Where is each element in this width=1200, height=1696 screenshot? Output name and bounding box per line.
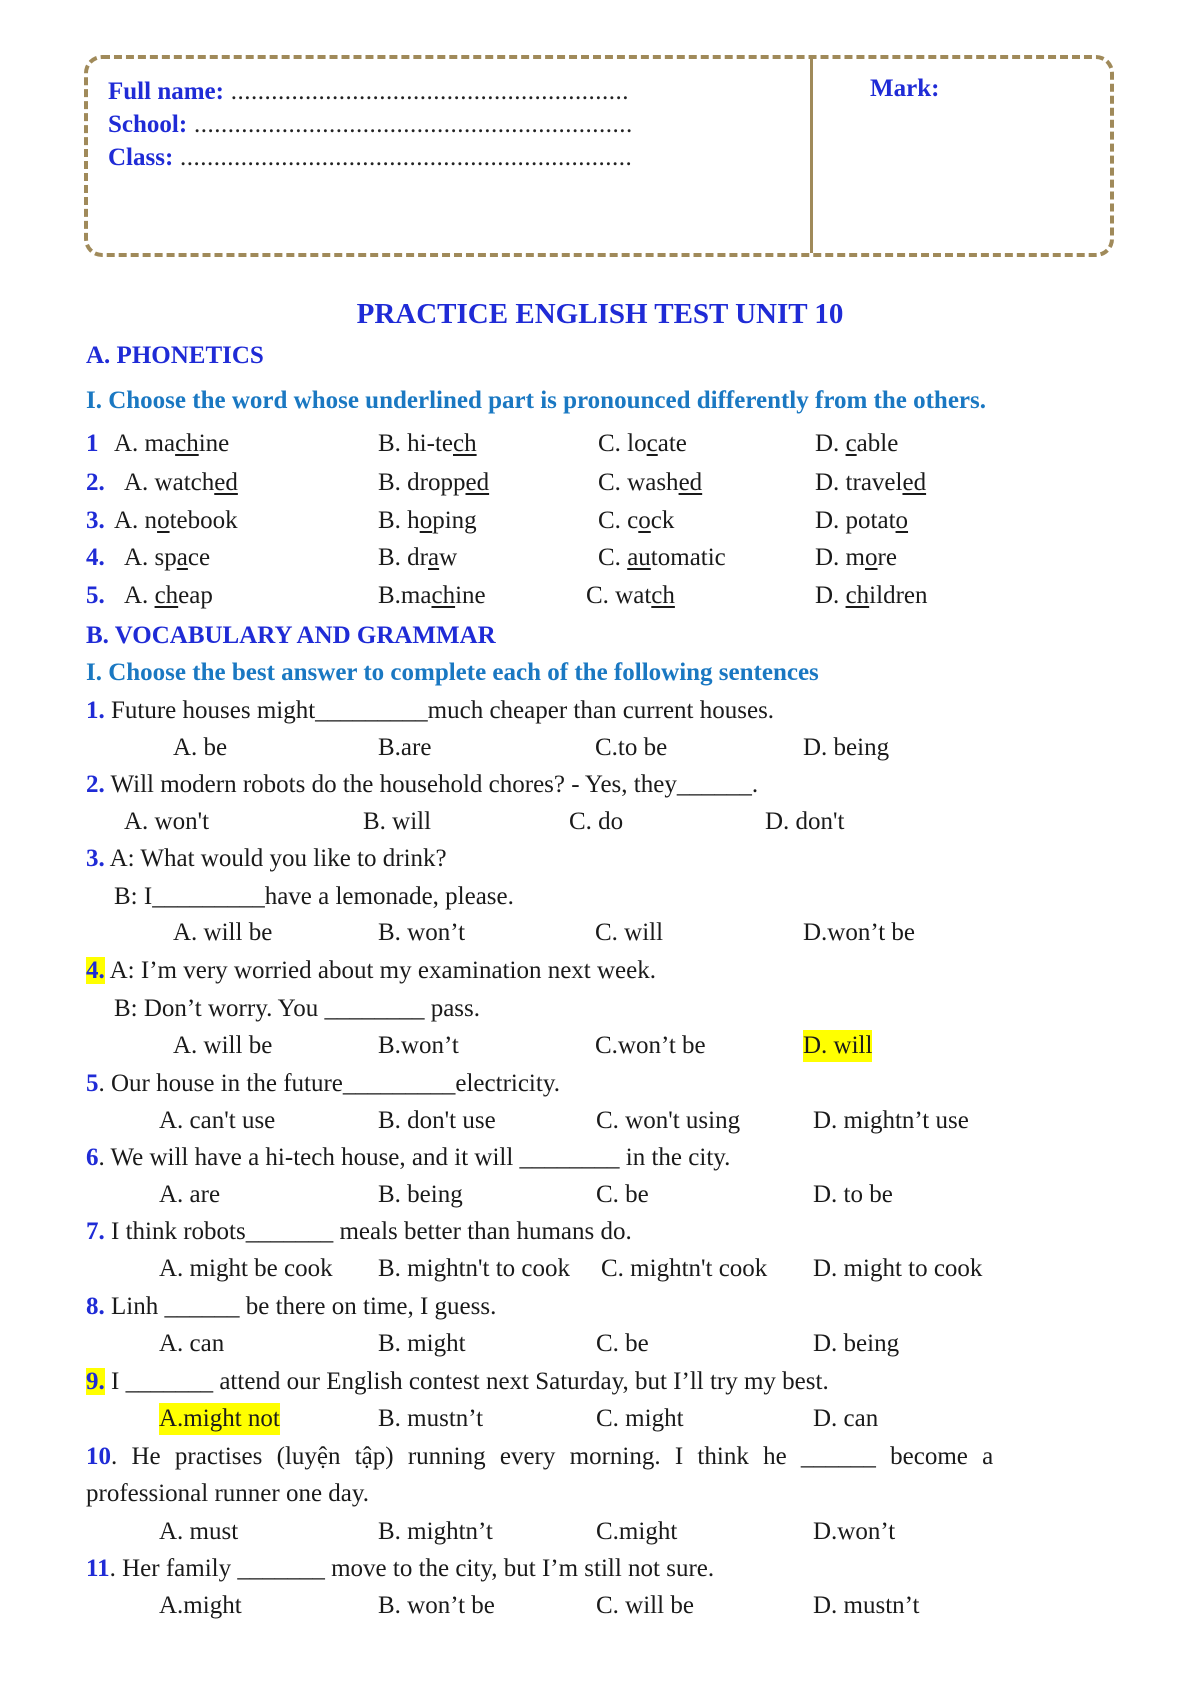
fullname-field[interactable] — [108, 75, 633, 108]
question-number: 4. — [86, 544, 105, 571]
question-4 — [86, 955, 656, 987]
word-part: ate — [657, 430, 687, 457]
underlined-part: o — [895, 507, 909, 534]
question-number: 2. — [86, 469, 105, 496]
question-text: I think robots_______ meals better than humans do. — [104, 1218, 632, 1245]
phonetics-question-2 — [86, 467, 105, 499]
underlined-part: ed — [465, 469, 490, 496]
q3-option-c[interactable]: C. will — [595, 919, 664, 946]
q11-option-c[interactable]: C. will be — [596, 1592, 694, 1619]
underlined-part: ch — [175, 430, 199, 457]
phonetics-question-3 — [86, 505, 105, 537]
question-2 — [86, 769, 758, 801]
phonetics-question-4 — [86, 542, 105, 574]
phonetics-q1-option-a[interactable] — [114, 428, 229, 460]
word-part: tomatic — [650, 544, 726, 571]
q6-option-c[interactable]: C. be — [596, 1181, 649, 1208]
q5-option-b[interactable]: B. don't use — [378, 1107, 496, 1134]
q9-option-b[interactable]: B. mustn’t — [378, 1405, 484, 1432]
underlined-part: ch — [651, 582, 675, 609]
word-part: ck — [650, 507, 675, 534]
question-text: Will modern robots do the household chores? - Yes, they______. — [104, 771, 759, 798]
word-part: C. — [598, 544, 628, 571]
question-4-line-2: B: Don’t worry. You ________ pass. — [114, 995, 481, 1022]
question-number: 5. — [86, 582, 105, 609]
school-dots: ................................................................. — [187, 111, 633, 138]
q1-option-c[interactable]: C.to be — [595, 734, 668, 761]
info-divider — [810, 59, 813, 253]
page-title: PRACTICE ENGLISH TEST UNIT 10 — [356, 298, 844, 330]
word-part: A. sp — [124, 544, 177, 571]
q5-option-d[interactable]: D. mightn’t use — [813, 1107, 969, 1134]
class-label: Class: — [108, 144, 174, 171]
word-part: ce — [187, 544, 211, 571]
underlined-part: ch — [154, 582, 179, 609]
question-number: 1 — [86, 430, 99, 457]
phonetics-q2-option-d[interactable] — [815, 467, 926, 499]
fullname-label: Full name: — [108, 78, 224, 105]
question-text: . He practises (luyện tập) running every morning. I think he ______ become a — [111, 1443, 994, 1470]
section-b-heading: B. VOCABULARY AND GRAMMAR — [86, 622, 496, 649]
question-8 — [86, 1291, 496, 1323]
question-9 — [86, 1366, 829, 1398]
q2-option-c[interactable]: C. do — [569, 808, 624, 835]
school-field[interactable] — [108, 108, 633, 141]
q6-option-b[interactable]: B. being — [378, 1181, 463, 1208]
phonetics-q3-option-c[interactable] — [598, 505, 674, 537]
underlined-part: o — [157, 507, 170, 534]
section-a-heading: A. PHONETICS — [86, 342, 264, 369]
question-number: 9. — [86, 1368, 105, 1395]
word-part: C. lo — [598, 430, 647, 457]
question-number: 10 — [86, 1443, 111, 1470]
section-b-instruction: I. Choose the best answer to complete each of the following sentences — [86, 659, 819, 686]
word-part: D. — [815, 582, 846, 609]
underlined-part: c — [845, 430, 857, 457]
question-1 — [86, 695, 774, 727]
q8-option-b[interactable]: B. might — [378, 1330, 466, 1357]
q8-option-d[interactable]: D. being — [813, 1330, 900, 1357]
phonetics-q2-option-c[interactable] — [598, 467, 702, 499]
fullname-dots: ........................................................... — [223, 78, 629, 105]
underlined-part: o — [865, 544, 878, 571]
q3-option-b[interactable]: B. won’t — [378, 919, 466, 946]
word-part: w — [439, 544, 458, 571]
mark-label: Mark: — [870, 75, 940, 102]
word-part: B. h — [378, 507, 420, 534]
word-part: A. — [124, 582, 155, 609]
word-part: eap — [178, 582, 213, 609]
q3-option-a[interactable]: A. will be — [173, 919, 273, 946]
q9-option-c[interactable]: C. might — [596, 1405, 684, 1432]
underlined-part: ed — [678, 469, 703, 496]
q6-option-d[interactable]: D. to be — [813, 1181, 893, 1208]
underlined-part: c — [646, 430, 658, 457]
question-10-line-2: professional runner one day. — [86, 1480, 370, 1507]
underlined-part: ch — [431, 582, 456, 609]
underlined-part: ed — [902, 469, 927, 496]
phonetics-q4-option-b[interactable] — [378, 542, 457, 574]
phonetics-q2-option-b[interactable] — [378, 467, 489, 499]
q5-option-c[interactable]: C. won't using — [596, 1107, 741, 1134]
word-part: B. dr — [378, 544, 428, 571]
question-number: 2. — [86, 771, 105, 798]
underlined-part: ch — [845, 582, 870, 609]
question-6 — [86, 1142, 730, 1174]
q4-option-d-highlighted[interactable]: D. will — [803, 1030, 872, 1062]
q7-option-c[interactable]: C. mightn't cook — [601, 1255, 768, 1282]
phonetics-q4-option-d[interactable] — [815, 542, 897, 574]
question-number: 7. — [86, 1218, 105, 1245]
question-5 — [86, 1068, 560, 1100]
question-text: Linh ______ be there on time, I guess. — [104, 1293, 497, 1320]
word-part: C. wash — [598, 469, 679, 496]
q7-option-a[interactable]: A. might be cook — [159, 1255, 333, 1282]
phonetics-q3-option-d[interactable] — [815, 505, 908, 537]
word-part: A. ma — [114, 430, 176, 457]
q6-option-a[interactable]: A. are — [159, 1181, 221, 1208]
q10-option-d[interactable]: D.won’t — [813, 1518, 896, 1545]
word-part: C. c — [598, 507, 639, 534]
q1-option-a[interactable]: A. be — [173, 734, 228, 761]
q8-option-a[interactable]: A. can — [159, 1330, 225, 1357]
question-text: A: I’m very worried about my examination next week. — [104, 957, 656, 984]
question-text: I _______ attend our English contest next Saturday, but I’ll try my best. — [104, 1368, 829, 1395]
word-part: D. travel — [815, 469, 903, 496]
phonetics-q3-option-b[interactable] — [378, 505, 477, 537]
class-dots: ................................................................... — [173, 144, 633, 171]
word-part: B.ma — [378, 582, 432, 609]
word-part: D. potat — [815, 507, 896, 534]
question-10 — [86, 1441, 993, 1473]
word-part: A. n — [114, 507, 158, 534]
phonetics-q5-option-c[interactable] — [586, 580, 675, 612]
question-7 — [86, 1216, 632, 1248]
word-part: re — [877, 544, 897, 571]
q2-option-a[interactable]: A. won't — [124, 808, 210, 835]
question-number: 3. — [86, 507, 105, 534]
word-part: D. — [815, 430, 846, 457]
question-number: 8. — [86, 1293, 105, 1320]
question-number: 11 — [86, 1555, 110, 1582]
question-number: 3. — [86, 845, 105, 872]
q4-option-c[interactable]: C.won’t be — [595, 1032, 706, 1059]
question-number: 1. — [86, 697, 105, 724]
phonetics-q3-option-a[interactable] — [114, 505, 238, 537]
word-part: B. dropp — [378, 469, 466, 496]
q1-option-d[interactable]: D. being — [803, 734, 890, 761]
q4-option-b[interactable]: B.won’t — [378, 1032, 459, 1059]
question-number: 5 — [86, 1070, 99, 1097]
q2-option-d[interactable]: D. don't — [765, 808, 845, 835]
phonetics-q2-option-a[interactable] — [124, 467, 238, 499]
word-part: tebook — [169, 507, 238, 534]
q11-option-a[interactable]: A.might — [159, 1592, 242, 1619]
question-3 — [86, 843, 447, 875]
question-text: A: What would you like to drink? — [104, 845, 447, 872]
question-text: . Her family _______ move to the city, but I’m still not sure. — [109, 1555, 715, 1582]
phonetics-q1-option-c[interactable] — [598, 428, 687, 460]
q2-option-b[interactable]: B. will — [363, 808, 432, 835]
q8-option-c[interactable]: C. be — [596, 1330, 649, 1357]
word-part: ine — [198, 430, 230, 457]
question-3-line-2: B: I_________have a lemonade, please. — [114, 883, 514, 910]
class-field[interactable] — [108, 141, 633, 174]
student-info-fields — [108, 75, 633, 174]
phonetics-q5-option-b[interactable] — [378, 580, 486, 612]
phonetics-question-5 — [86, 580, 105, 612]
q10-option-b[interactable]: B. mightn’t — [378, 1518, 493, 1545]
word-part: ping — [432, 507, 477, 534]
underlined-part: o — [419, 507, 433, 534]
phonetics-q4-option-a[interactable] — [124, 542, 210, 574]
phonetics-question-1 — [86, 428, 99, 460]
question-text: Future houses might_________much cheaper than current houses. — [104, 697, 775, 724]
q1-option-b[interactable]: B.are — [378, 734, 432, 761]
question-text: . We will have a hi-tech house, and it will ________ in the city. — [98, 1144, 731, 1171]
q11-option-d[interactable]: D. mustn’t — [813, 1592, 920, 1619]
word-part: able — [856, 430, 899, 457]
word-part: ildren — [869, 582, 928, 609]
q7-option-d[interactable]: D. might to cook — [813, 1255, 983, 1282]
question-11 — [86, 1553, 714, 1585]
q4-option-a[interactable]: A. will be — [173, 1032, 273, 1059]
question-number: 6 — [86, 1144, 99, 1171]
phonetics-q4-option-c[interactable] — [598, 542, 726, 574]
q11-option-b[interactable]: B. won’t be — [378, 1592, 495, 1619]
q9-option-a-highlighted[interactable]: A.might not — [159, 1403, 280, 1435]
underlined-part: ed — [214, 469, 238, 496]
section-a-instruction: I. Choose the word whose underlined part is pronounced differently from the others. — [86, 387, 987, 414]
underlined-part: a — [176, 544, 188, 571]
phonetics-q1-option-b[interactable] — [378, 428, 477, 460]
word-part: D. m — [815, 544, 865, 571]
q10-option-c[interactable]: C.might — [596, 1518, 678, 1545]
q9-option-d[interactable]: D. can — [813, 1405, 879, 1432]
phonetics-q5-option-d[interactable] — [815, 580, 928, 612]
underlined-part: ch — [453, 430, 477, 457]
student-info-box — [84, 55, 1114, 257]
q10-option-a[interactable]: A. must — [159, 1518, 239, 1545]
word-part: A. watch — [124, 469, 215, 496]
underlined-part: o — [638, 507, 651, 534]
phonetics-q1-option-d[interactable] — [815, 428, 898, 460]
question-text: . Our house in the future_________electricity. — [98, 1070, 560, 1097]
phonetics-q5-option-a[interactable] — [124, 580, 213, 612]
q3-option-d[interactable]: D.won’t be — [803, 919, 916, 946]
word-part: C. wat — [586, 582, 652, 609]
word-part: B. hi-te — [378, 430, 453, 457]
q7-option-b[interactable]: B. mightn't to cook — [378, 1255, 571, 1282]
q5-option-a[interactable]: A. can't use — [159, 1107, 276, 1134]
school-label: School: — [108, 111, 188, 138]
underlined-part: a — [428, 544, 440, 571]
question-number: 4. — [86, 957, 105, 984]
word-part: ine — [455, 582, 486, 609]
underlined-part: au — [627, 544, 651, 571]
